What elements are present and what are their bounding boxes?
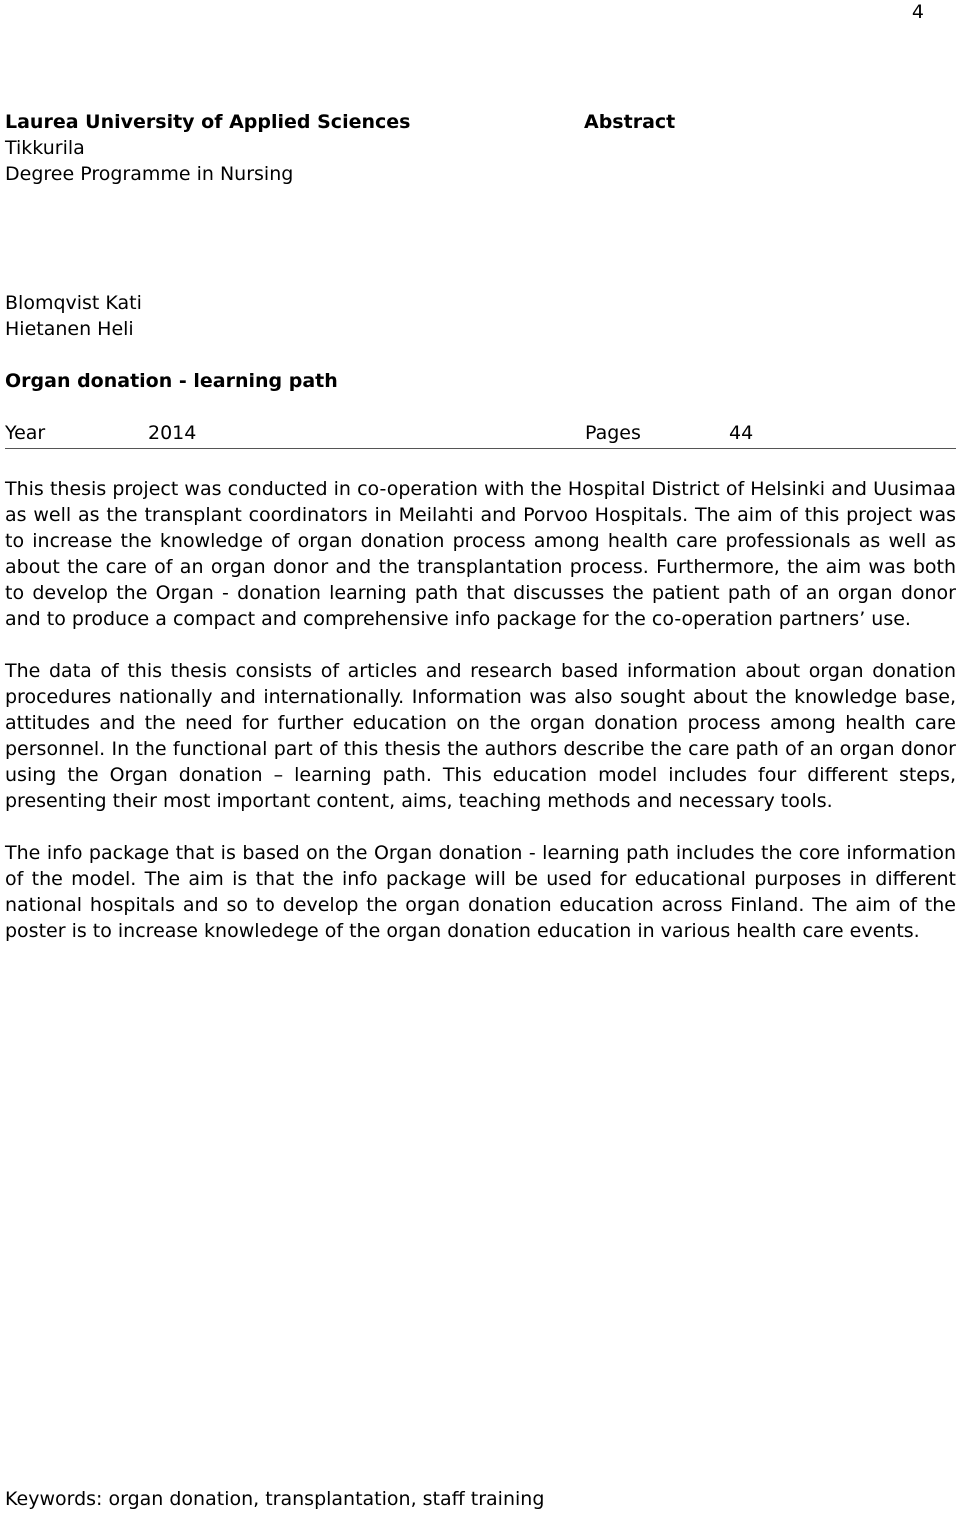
abstract-paragraph: The info package that is based on the Organ donation - learning path includes the core information of the model. The aim is that the info package will be used for educational purposes in different national hospitals and so to develop the organ donation education across Finland. The aim of the poster is to increase knowledege of the organ donation education in various health care events. [5,842,956,942]
campus-name: Tikkurila [5,137,85,159]
author-name: Hietanen Heli [5,318,134,340]
abstract-paragraph: This thesis project was conducted in co-operation with the Hospital District of Helsinki and Uusimaa as well as the transplant coordinators in Meilahti and Porvoo Hospitals. The aim of this project was to increase the knowledge of organ donation process among health care professionals as well as about the care of an organ donor and the transplantation process. Furthermore, the aim was both to develop the Organ - donation learning path that discusses the patient path of an organ donor and to produce a compact and comprehensive info package for the co-operation partners’ use. [5,478,956,630]
abstract-paragraph: The data of this thesis consists of articles and research based information about organ donation procedures nationally and internationally. Information was also sought about the knowledge base, attitudes and the need for further education on the organ donation process among health care personnel. In the functional part of this thesis the authors describe the care path of an organ donor using the Organ donation – learning path. This education model includes four different steps, presenting their most important content, aims, teaching methods and necessary tools. [5,660,956,812]
header-institution-block [5,109,410,187]
degree-programme: Degree Programme in Nursing [5,163,294,185]
year-value: 2014 [148,422,197,444]
section-title: Abstract [584,111,676,133]
authors-block [5,290,142,342]
keywords-line: Keywords: organ donation, transplantation, staff training [5,1488,545,1510]
page-number: 4 [911,1,924,23]
pages-value: 44 [729,422,754,444]
institution-name: Laurea University of Applied Sciences [5,111,411,133]
abstract-body [5,476,956,970]
thesis-title: Organ donation - learning path [5,370,338,392]
pages-label: Pages [585,422,641,444]
year-label: Year [5,422,46,444]
author-name: Blomqvist Kati [5,292,142,314]
meta-row [5,420,956,449]
